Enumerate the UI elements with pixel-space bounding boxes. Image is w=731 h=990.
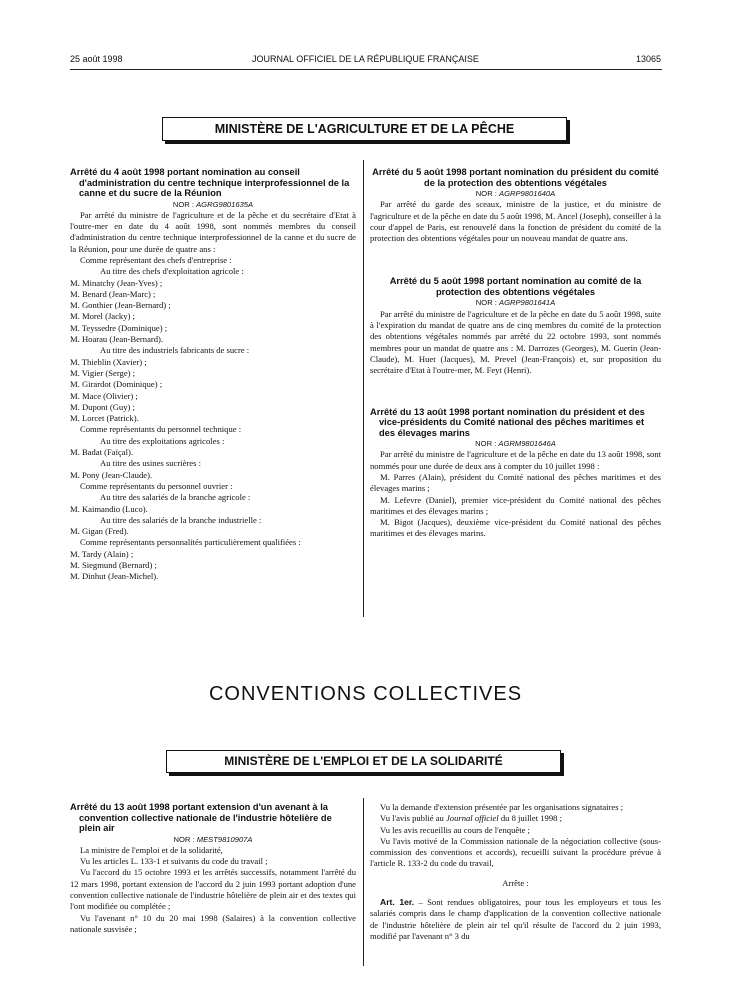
article-1: Art. 1er. – Sont rendues obligatoires, pour tous les employeurs et tous les salariés compris dans le champ d'application de la convention collective nationale de l'industrie hôtelière de plein air tel qu'il résulte de l'accord du 2 juin 1993, modifié par l'avenant n° 3 du xyxy=(370,897,661,941)
decree-visa: Vu l'accord du 15 octobre 1993 et les arrêtés successifs, notamment l'arrêté du 12 mars 1998, portant extension de l'accord du 2 juin 1993 portant adoption d'une convention collective nationale de l'industrie hôtelière de plein air et des textes qui l'ont modifiée ou complétée ; xyxy=(70,867,356,912)
member-name: M. Siegmund (Bernard) ; xyxy=(70,560,157,570)
decree-title-hotellerie: Arrêté du 13 août 1998 portant extension d'un avenant à la convention collective nationale de l'industrie hôtelière de plein air xyxy=(70,802,332,833)
section-heading: Comme représentant des chefs d'entreprise : xyxy=(80,254,232,265)
decree-visa: Vu l'avenant n° 10 du 20 mai 1998 (Salaires) à la convention collective nationale susvisée ; xyxy=(70,912,356,934)
section-heading: Comme représentants personnalités particulièrement qualifiées : xyxy=(80,537,301,548)
nor-reference: NOR : AGRP9801640A xyxy=(475,189,556,198)
member-name: M. Gonthier (Jean-Bernard) ; xyxy=(70,300,171,311)
decree-visa: Vu les articles L. 133-1 et suivants du code du travail ; xyxy=(80,856,268,867)
member-name: M. Lorcet (Patrick). xyxy=(70,413,139,424)
appointment-president: M. Parres (Alain), président du Comité national des pêches maritimes et des élevages marins ; xyxy=(370,471,661,494)
names-list-qualifiees xyxy=(70,549,356,583)
header-date: 25 août 1998 xyxy=(70,54,123,64)
left-column-emploi xyxy=(70,802,356,935)
member-name: M. Benard (Jean-Marc) ; xyxy=(70,288,156,299)
section-title-conventions: CONVENTIONS COLLECTIVES xyxy=(208,683,523,705)
decree-title-comite-peches: Arrêté du 13 août 1998 portant nomination du président et des vice-présidents du Comité national des pêches maritimes et des élevages marins xyxy=(370,406,645,438)
nor-reference: NOR : AGRM9801646A xyxy=(475,439,556,449)
member-name: M. Dinhut (Jean-Michel). xyxy=(70,571,159,582)
member-name: M. Minatchy (Jean-Yves) ; xyxy=(70,277,163,288)
member-name: M. Tardy (Alain) ; xyxy=(70,548,134,559)
header-rule xyxy=(70,69,662,70)
decree-title-president-cpov: Arrêté du 5 août 1998 portant nomination du président du comité de la protection des obtentions végétales xyxy=(372,167,659,188)
right-column-agriculture xyxy=(370,167,661,540)
member-name: M. Vigier (Serge) ; xyxy=(70,367,136,378)
member-name: M. Dupont (Guy) ; xyxy=(70,401,135,412)
decree-visa: Vu la demande d'extension présentée par les organisations signataires ; xyxy=(380,802,624,812)
column-divider-bottom xyxy=(363,798,364,966)
page-header xyxy=(0,54,731,68)
ministry-agriculture-banner: MINISTÈRE DE L'AGRICULTURE ET DE LA PÊCHE xyxy=(162,117,567,141)
decree-intro: Par arrêté du ministre de l'agriculture et de la pêche et du secrétaire d'Etat à l'outre-mer en date du 4 août 1998, sont nommés membres du conseil d'administration du centre technique interprofessionnel de la canne et du sucre de la Réunion, pour une durée de quatre ans : xyxy=(70,209,356,254)
decree-title-membres-cpov: Arrêté du 5 août 1998 portant nomination au comité de la protection des obtentions végétales xyxy=(389,276,642,297)
decree-body: Par arrêté du ministre de l'agriculture et de la pêche en date du 13 août 1998, sont nommés pour une durée de deux ans à compter du 10 juillet 1998 : xyxy=(370,449,661,471)
names-list-exploitation xyxy=(70,278,356,346)
member-name: M. Thieblin (Xavier) ; xyxy=(70,356,147,367)
left-column-agriculture xyxy=(70,167,356,583)
arrete-heading: Arrête : xyxy=(502,877,529,888)
names-list-industriels xyxy=(70,357,356,425)
subsection-heading: Au titre des industriels fabricants de sucre : xyxy=(100,345,250,356)
member-name: M. Morel (Jacky) ; xyxy=(70,311,135,322)
decree-title-canne-sucre: Arrêté du 4 août 1998 portant nomination au conseil d'administration du centre technique interprofessionnel de la canne et du sucre de la Réunion xyxy=(70,167,350,198)
member-name: M. Pony (Jean-Claude). xyxy=(70,469,153,480)
decree-visa: Vu l'avis motivé de la Commission nationale de la négociation collective (sous-commission des conventions et accords), recueilli suivant la procédure prévue à l'article R. 133-2 du code du travail, xyxy=(370,835,661,869)
column-divider-top xyxy=(363,160,364,617)
member-name: M. Teyssedre (Dominique) ; xyxy=(70,322,168,333)
appointment-first-vp: M. Lefevre (Daniel), premier vice-président du Comité national des pêches maritimes et des élevages marins ; xyxy=(370,494,661,516)
subsection-heading: Au titre des salariés de la branche industrielle : xyxy=(100,514,262,525)
section-heading: Comme représentants du personnel ouvrier : xyxy=(80,480,233,491)
member-name: M. Mace (Olivier) ; xyxy=(70,390,138,401)
appointment-second-vp: M. Bigot (Jacques), deuxième vice-président du Comité national des pêches maritimes et des élevages marins. xyxy=(370,517,661,539)
subsection-heading: Au titre des chefs d'exploitation agricole : xyxy=(100,266,244,277)
decree-body: Par arrêté du garde des sceaux, ministre de la justice, et du ministre de l'agriculture et de la pêche en date du 5 août 1998, M. Ancel (Joseph), conseiller à la cour d'appel de Paris, est renouvelé dans la fonction de président du comité de la protection des obtentions végétales pour un nouveau mandat de quatre ans. xyxy=(370,199,661,244)
nor-reference: NOR : AGRP9801641A xyxy=(475,298,556,308)
subsection-heading: Au titre des exploitations agricoles : xyxy=(100,435,225,446)
decree-visa: Vu l'avis publié au Journal officiel du 8 juillet 1998 ; xyxy=(380,813,562,824)
member-name: M. Badat (Faïçal). xyxy=(70,447,134,458)
nor-reference: NOR : AGRG9801635A xyxy=(172,199,254,209)
header-page-number: 13065 xyxy=(635,54,661,64)
nor-reference: NOR : MEST9810907A xyxy=(173,834,253,844)
right-column-emploi xyxy=(370,802,661,942)
subsection-heading: Au titre des salariés de la branche agricole : xyxy=(100,492,251,503)
subsection-heading: Au titre des usines sucrières : xyxy=(100,458,201,469)
member-name: M. Kaimandio (Luco). xyxy=(70,503,148,514)
member-name: M. Girardot (Dominique) ; xyxy=(70,379,163,390)
header-journal: JOURNAL OFFICIEL DE LA RÉPUBLIQUE FRANÇAISE xyxy=(252,54,479,64)
member-name: M. Hoarau (Jean-Bernard). xyxy=(70,334,164,345)
member-name: M. Gigan (Fred). xyxy=(70,526,129,537)
section-heading: Comme représentants du personnel technique : xyxy=(80,424,242,435)
decree-visa: Vu les avis recueillis au cours de l'enquête ; xyxy=(380,824,530,835)
ministry-emploi-banner: MINISTÈRE DE L'EMPLOI ET DE LA SOLIDARITÉ xyxy=(166,750,561,773)
decree-body: Par arrêté du ministre de l'agriculture et de la pêche en date du 5 août 1998, suite à l'expiration du mandat de quatre ans de cinq membres du comité de la protection des obtentions végétales nommés par arrêté du 22 octobre 1993, sont nommés membres pour un mandat de quatre ans : M. Darrozes (Georges), M. Guerin (Jean-Claude), M. Huet (Jacques), M. Prevel (Jean-François) et, sur proposition du secrétaire d'Etat à l'outre-mer, M. Feyt (Henri). xyxy=(370,308,661,376)
decree-preamble: La ministre de l'emploi et de la solidarité, xyxy=(80,844,223,855)
